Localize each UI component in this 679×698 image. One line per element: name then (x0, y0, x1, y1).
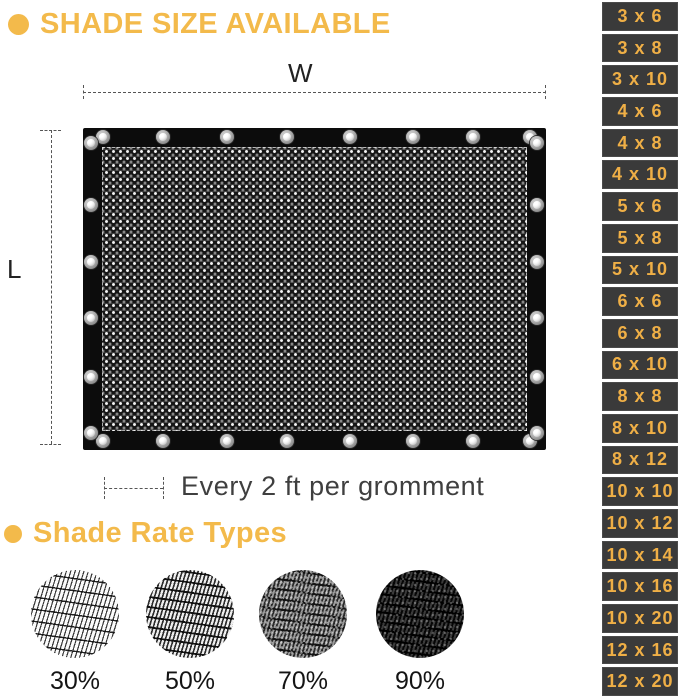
size-badge: 10 x 10 (602, 477, 678, 506)
size-section-title: SHADE SIZE AVAILABLE (40, 8, 391, 40)
grommet-icon (280, 434, 294, 448)
size-section-heading (8, 8, 391, 41)
width-dimension-line (83, 92, 546, 93)
grommet-icon (96, 130, 110, 144)
size-badge: 5 x 6 (602, 192, 678, 221)
rate-section-title: Shade Rate Types (33, 517, 288, 549)
size-badge: 8 x 10 (602, 414, 678, 443)
rate-label: 30% (49, 667, 101, 695)
shade-sample-90-icon (376, 570, 464, 658)
size-badge: 3 x 6 (602, 2, 678, 31)
size-badge: 10 x 14 (602, 541, 678, 570)
grommet-icon (84, 370, 98, 384)
rate-figure-70 (259, 570, 347, 696)
grommet-icon (530, 311, 544, 325)
size-badge: 10 x 12 (602, 509, 678, 538)
grommet-icon (156, 434, 170, 448)
size-badge: 3 x 10 (602, 65, 678, 94)
grommet-icon (406, 434, 420, 448)
size-badge: 5 x 10 (602, 256, 678, 285)
rate-figure-50 (146, 570, 234, 696)
bullet-icon (8, 14, 29, 35)
length-dimension-label: L (7, 254, 22, 284)
size-badge: 4 x 8 (602, 129, 678, 158)
shade-mesh-texture (102, 147, 527, 431)
grommet-icon (343, 434, 357, 448)
rate-label: 90% (394, 667, 446, 695)
grommet-icon (530, 198, 544, 212)
shade-net (83, 128, 546, 450)
size-badge: 4 x 6 (602, 97, 678, 126)
grommet-icon (466, 130, 480, 144)
shade-sample-70-icon (259, 570, 347, 658)
grommet-icon (84, 311, 98, 325)
rate-figure-30 (31, 570, 119, 696)
length-dimension-tick-top (40, 130, 61, 131)
grommet-icon (280, 130, 294, 144)
grommet-icon (406, 130, 420, 144)
grommet-spacing-line (104, 488, 163, 489)
grommet-icon (530, 255, 544, 269)
grommet-icon (84, 426, 98, 440)
length-dimension-line (51, 130, 52, 444)
width-dimension-label: W (288, 58, 313, 88)
grommet-icon (84, 198, 98, 212)
size-badge: 12 x 20 (602, 667, 678, 696)
size-badge: 3 x 8 (602, 34, 678, 63)
grommet-icon (156, 130, 170, 144)
rate-section-heading (4, 517, 287, 550)
grommet-icon (220, 130, 234, 144)
shade-sample-30-icon (31, 570, 119, 658)
shade-sample-50-icon (146, 570, 234, 658)
size-badge: 6 x 8 (602, 319, 678, 348)
grommet-icon (530, 136, 544, 150)
size-list (602, 0, 678, 698)
size-badge: 6 x 10 (602, 351, 678, 380)
bullet-icon (4, 525, 22, 543)
size-badge: 8 x 12 (602, 446, 678, 475)
size-badge: 8 x 8 (602, 382, 678, 411)
grommet-icon (96, 434, 110, 448)
size-badge: 6 x 6 (602, 287, 678, 316)
size-badge: 10 x 20 (602, 604, 678, 633)
rate-label: 70% (277, 667, 329, 695)
size-badge: 5 x 8 (602, 224, 678, 253)
grommet-icon (220, 434, 234, 448)
grommet-icon (466, 434, 480, 448)
grommet-icon (84, 255, 98, 269)
grommet-spacing-tick-left (104, 477, 105, 499)
grommet-icon (530, 426, 544, 440)
length-dimension-tick-bottom (40, 444, 61, 445)
size-badge: 10 x 16 (602, 572, 678, 601)
grommet-note: Every 2 ft per gromment (181, 471, 485, 501)
grommet-spacing-tick-right (163, 477, 164, 499)
grommet-icon (343, 130, 357, 144)
size-badge: 4 x 10 (602, 160, 678, 189)
rate-figure-90 (376, 570, 464, 696)
rate-label: 50% (164, 667, 216, 695)
grommet-icon (530, 370, 544, 384)
grommet-icon (84, 136, 98, 150)
width-dimension-tick-left (83, 85, 84, 99)
size-badge: 12 x 16 (602, 636, 678, 665)
width-dimension-tick-right (545, 85, 546, 99)
